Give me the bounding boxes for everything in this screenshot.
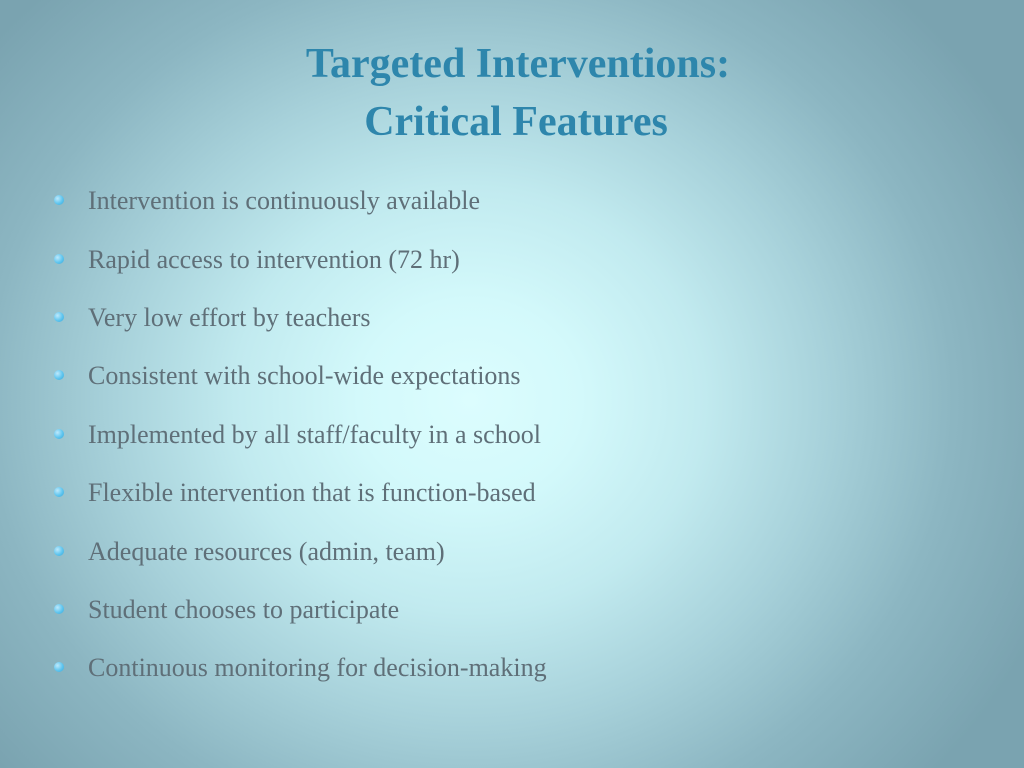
bullet-dot-icon [54,662,64,672]
bullet-text: Flexible intervention that is function-based [88,478,536,508]
bullet-item [54,522,547,580]
bullet-list [54,172,547,698]
slide-title-line-2: Critical Features [364,99,668,145]
bullet-item [54,230,547,288]
bullet-dot-icon [54,546,64,556]
bullet-item [54,639,547,697]
bullet-dot-icon [54,429,64,439]
slide-title-line-1: Targeted Interventions: [305,41,731,87]
bullet-text: Adequate resources (admin, team) [88,536,445,566]
bullet-item [54,172,547,230]
bullet-text: Rapid access to intervention (72 hr) [88,244,460,274]
bullet-item [54,347,547,405]
bullet-item [54,406,547,464]
bullet-text: Implemented by all staff/faculty in a school [88,419,541,449]
bullet-dot-icon [54,487,64,497]
bullet-text: Intervention is continuously available [88,186,481,216]
bullet-dot-icon [54,312,64,322]
bullet-item [54,464,547,522]
bullet-text: Consistent with school-wide expectations [88,361,521,391]
bullet-text: Continuous monitoring for decision-making [88,653,547,683]
bullet-text: Student chooses to participate [88,594,400,624]
bullet-dot-icon [54,254,64,264]
bullet-dot-icon [54,604,64,614]
bullet-text: Very low effort by teachers [88,302,371,332]
bullet-dot-icon [54,195,64,205]
bullet-item [54,581,547,639]
bullet-dot-icon [54,370,64,380]
bullet-item [54,289,547,347]
